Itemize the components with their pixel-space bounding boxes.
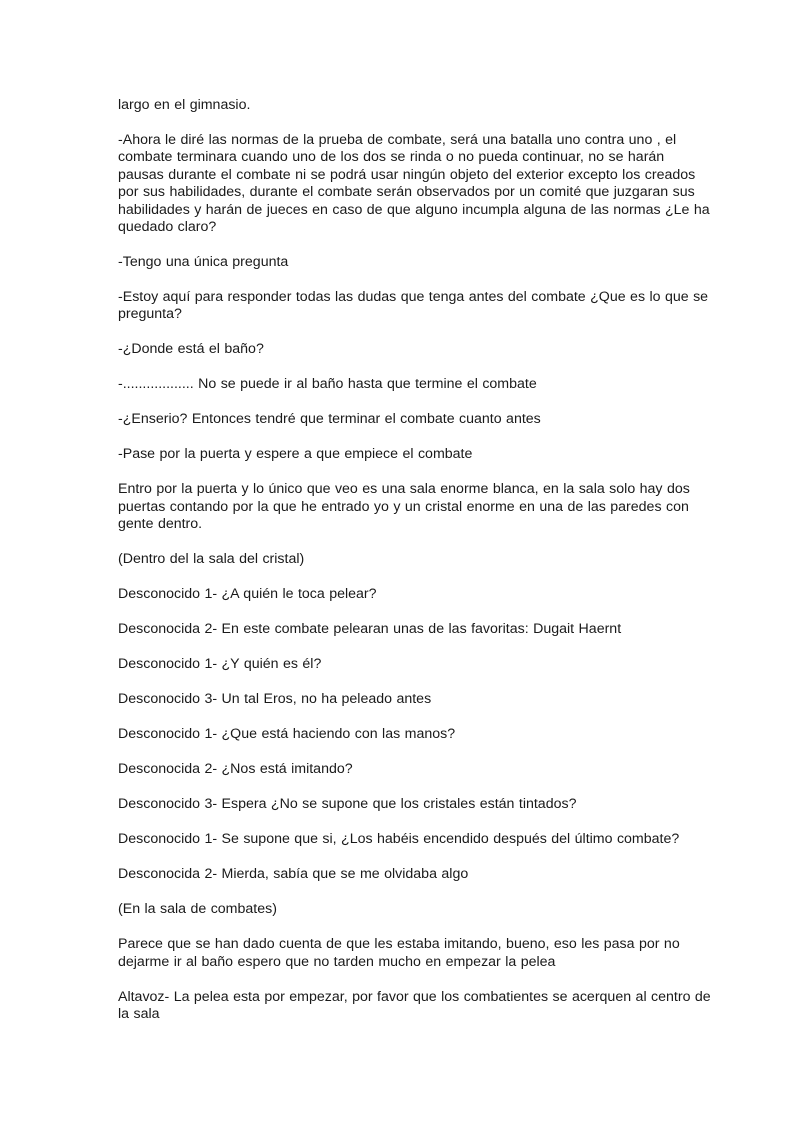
paragraph: -Pase por la puerta y espere a que empiece el combate <box>118 446 473 463</box>
paragraph: -Estoy aquí para responder todas las dudas que tenga antes del combate ¿Que es lo que se pregunta? <box>118 289 709 323</box>
paragraph: Desconocido 1- ¿Que está haciendo con las manos? <box>118 726 456 743</box>
paragraph: Desconocido 1- ¿A quién le toca pelear? <box>118 586 377 603</box>
paragraph: Altavoz- La pelea esta por empezar, por favor que los combatientes se acerquen al centro de la sala <box>118 988 711 1023</box>
paragraph: (Dentro del la sala del cristal) <box>118 551 305 568</box>
paragraph: Parece que se han dado cuenta de que les estaba imitando, bueno, eso les pasa por no dejarme ir al baño espero que no tarden mucho en empezar la pelea <box>118 936 680 970</box>
paragraph: Desconocida 2- Mierda, sabía que se me olvidaba algo <box>118 866 469 883</box>
paragraph: Entro por la puerta y lo único que veo es una sala enorme blanca, en la sala solo hay dos puertas contando por la que he entrado yo y un cristal enorme en una de las paredes con gente dentro. <box>118 481 690 533</box>
paragraph: largo en el gimnasio. <box>118 97 251 113</box>
paragraph: (En la sala de combates) <box>118 901 277 918</box>
paragraph: -.................. No se puede ir al baño hasta que termine el combate <box>118 376 537 393</box>
paragraph: -¿Donde está el baño? <box>118 341 264 358</box>
document-body <box>118 97 714 1041</box>
paragraph: Desconocida 2- En este combate pelearan unas de las favoritas: Dugait Haernt <box>118 621 622 638</box>
paragraph: Desconocida 2- ¿Nos está imitando? <box>118 761 353 778</box>
paragraph: Desconocido 3- Espera ¿No se supone que los cristales están tintados? <box>118 796 577 813</box>
paragraph: -¿Enserio? Entonces tendré que terminar el combate cuanto antes <box>118 411 541 428</box>
paragraph: Desconocido 3- Un tal Eros, no ha peleado antes <box>118 691 432 708</box>
paragraph: -Tengo una única pregunta <box>118 254 289 271</box>
paragraph: Desconocido 1- Se supone que si, ¿Los habéis encendido después del último combate? <box>118 831 680 848</box>
paragraph: Desconocido 1- ¿Y quién es él? <box>118 656 322 673</box>
paragraph: -Ahora le diré las normas de la prueba de combate, será una batalla uno contra uno , el combate terminara cuando uno de los dos se rinda o no pueda continuar, no se harán pausas durante el combate ni se podrá usar ningún objeto del exterior excepto los creados por sus habilidades, durante el combate serán observados por un comité que juzgaran sus habilidades y harán de jueces en caso de que alguno incumpla alguna de las normas ¿Le ha quedado claro? <box>118 132 710 236</box>
